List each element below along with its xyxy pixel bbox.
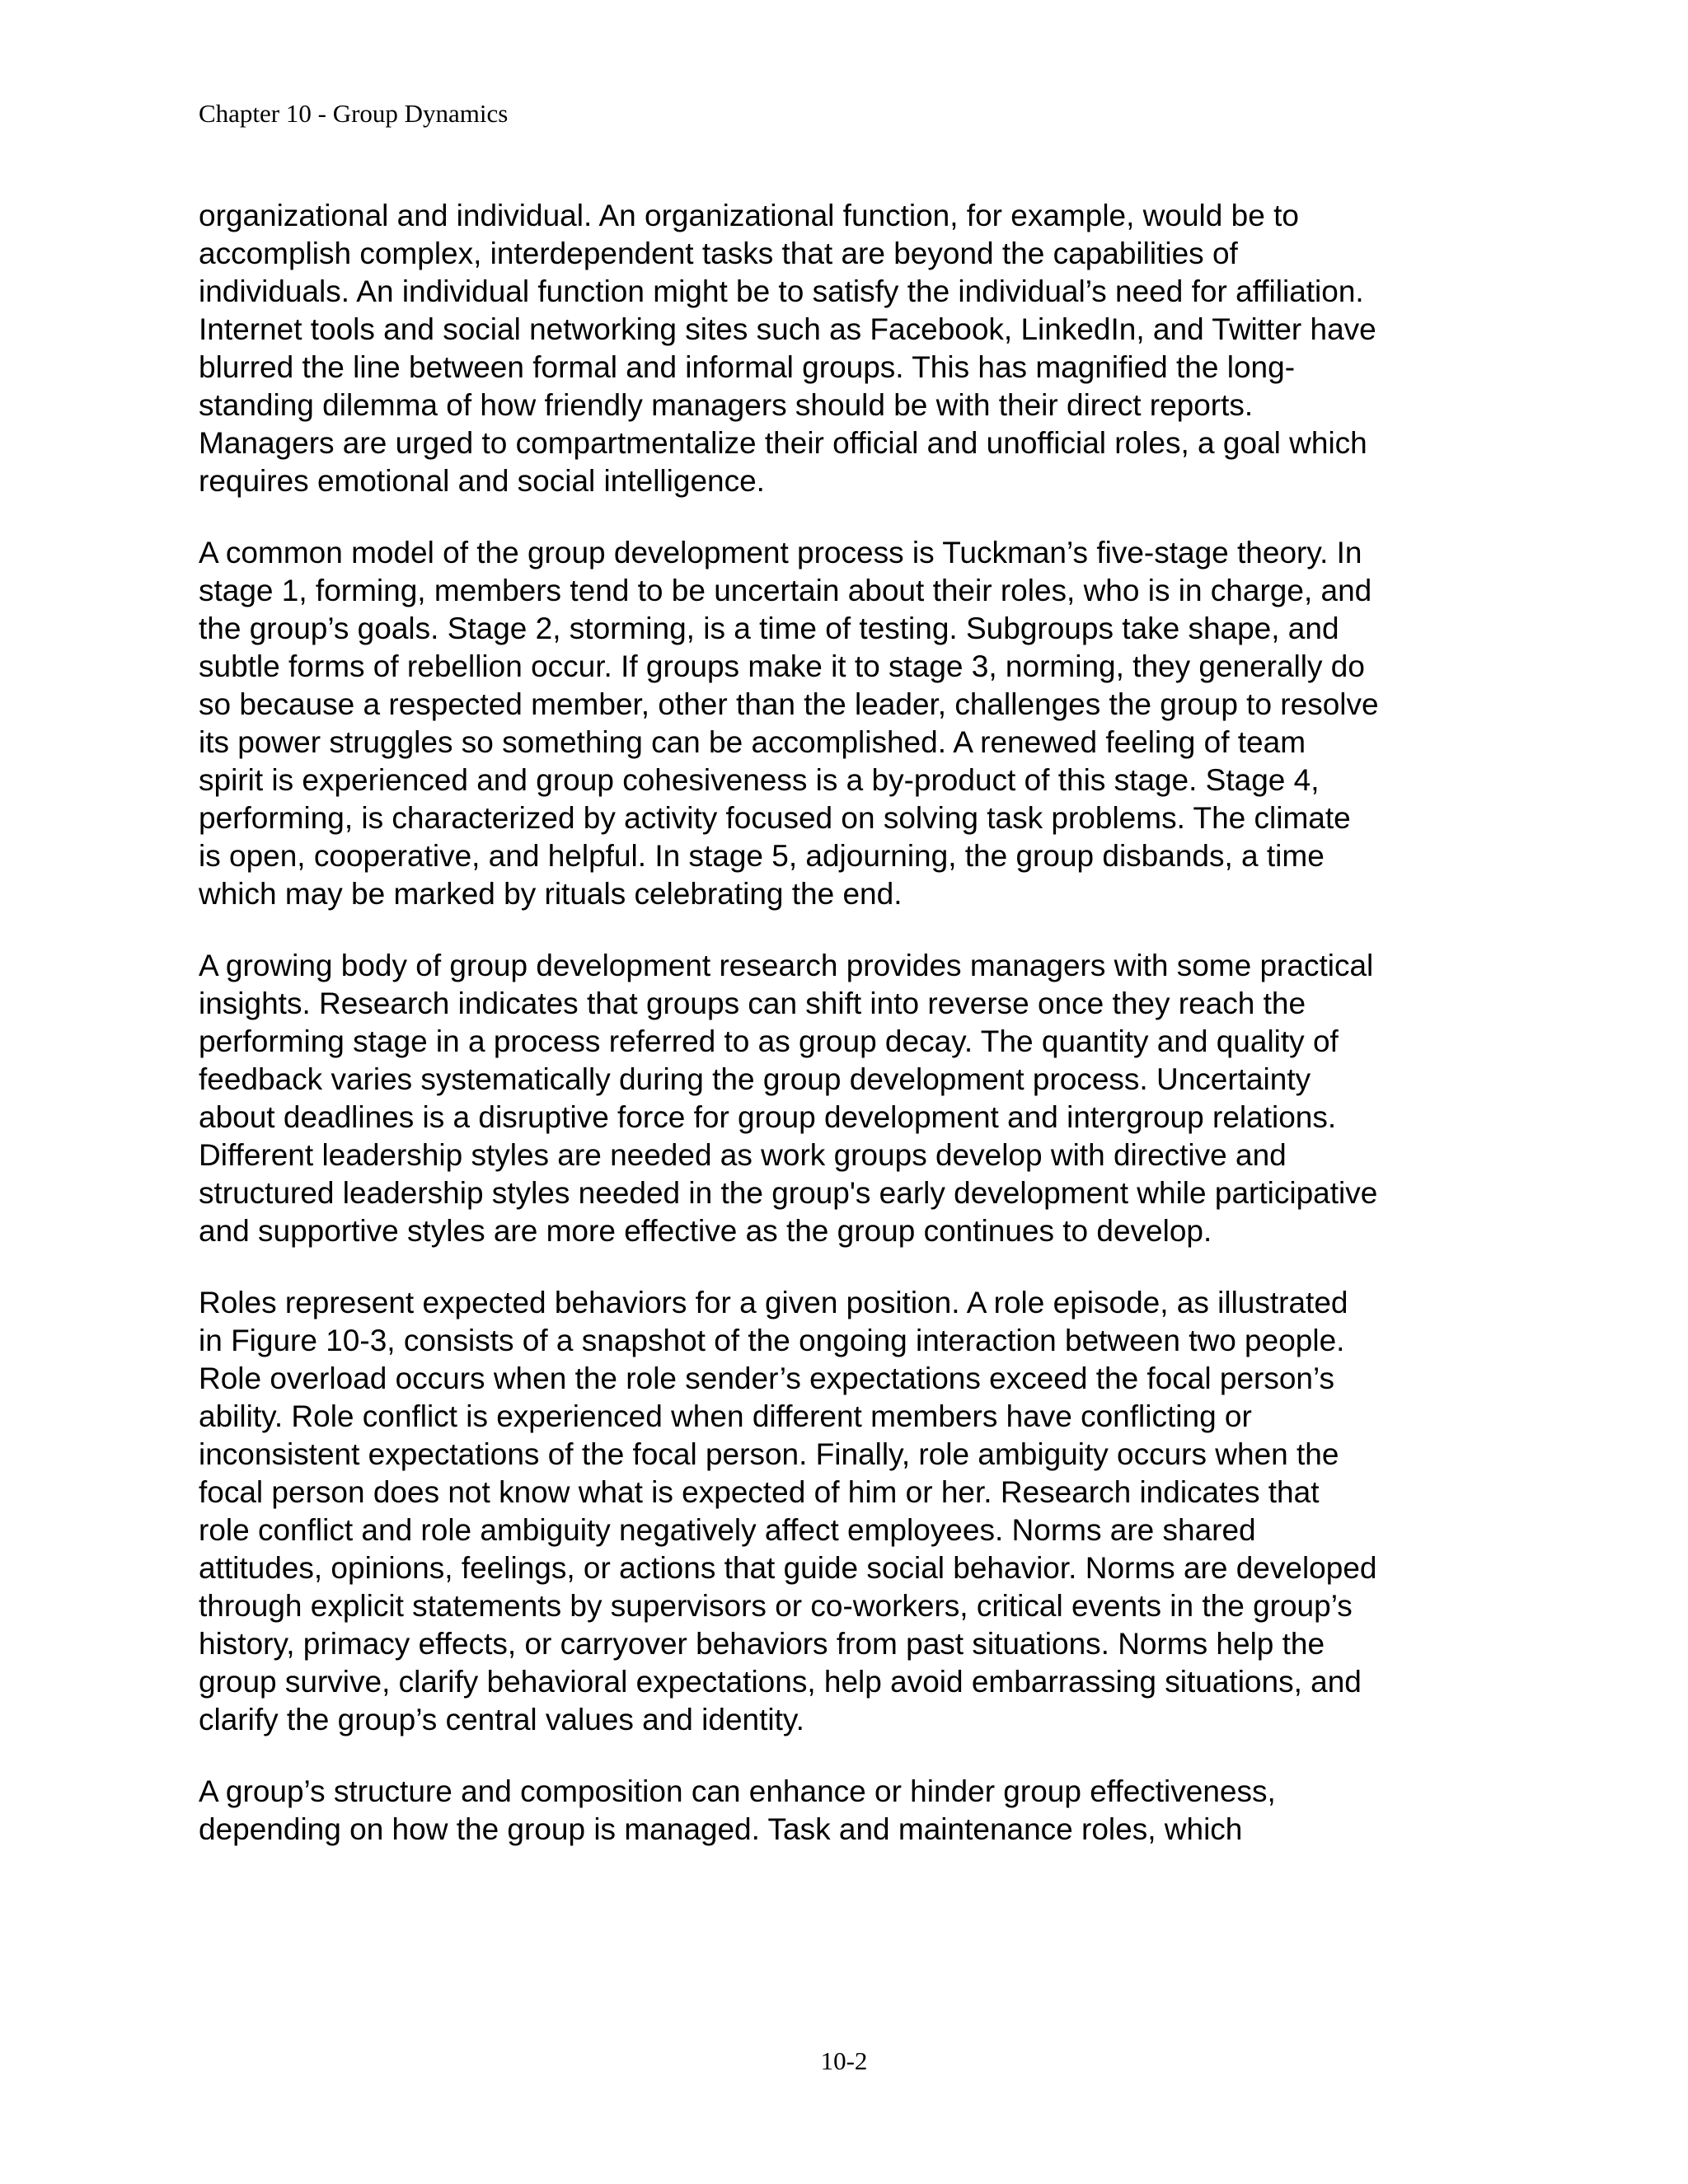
text-line: history, primacy effects, or carryover behaviors from past situations. Norms help the [199,1627,1325,1661]
text-line: blurred the line between formal and informal groups. This has magnified the long- [199,350,1296,384]
paragraph [199,197,1517,500]
text-line: individuals. An individual function might be to satisfy the individual’s need for affiliation. [199,274,1364,308]
text-line: through explicit statements by supervisors or co-workers, critical events in the group’s [199,1589,1353,1623]
text-line: Managers are urged to compartmentalize their official and unofficial roles, a goal which [199,426,1367,460]
text-line: the group’s goals. Stage 2, storming, is a time of testing. Subgroups take shape, and [199,612,1339,645]
text-line: organizational and individual. An organizational function, for example, would be to [199,199,1299,232]
text-line: A growing body of group development research provides managers with some practical [199,949,1374,982]
paragraph [199,947,1517,1250]
text-line: group survive, clarify behavioral expectations, help avoid embarrassing situations, and [199,1665,1362,1699]
text-line: feedback varies systematically during the group development process. Uncertainty [199,1062,1311,1096]
text-line: requires emotional and social intelligence. [199,464,765,498]
text-line: insights. Research indicates that groups can shift into reverse once they reach the [199,987,1306,1020]
page-number: 10-2 [820,2046,868,2075]
text-line: clarify the group’s central values and identity. [199,1703,804,1736]
text-line: performing stage in a process referred to as group decay. The quantity and quality of [199,1024,1339,1058]
running-header: Chapter 10 - Group Dynamics [199,99,509,128]
text-line: Role overload occurs when the role sender’s expectations exceed the focal person’s [199,1361,1335,1395]
text-line: subtle forms of rebellion occur. If groups make it to stage 3, norming, they generally do [199,649,1365,683]
text-line: depending on how the group is managed. Task and maintenance roles, which [199,1812,1243,1846]
text-line: which may be marked by rituals celebrating the end. [199,877,903,911]
text-line: inconsistent expectations of the focal person. Finally, role ambiguity occurs when the [199,1437,1339,1471]
text-line: its power struggles so something can be accomplished. A renewed feeling of team [199,725,1306,759]
text-line: A common model of the group development process is Tuckman’s five-stage theory. In [199,536,1362,569]
text-line: ability. Role conflict is experienced when different members have conflicting or [199,1399,1252,1433]
text-line: so because a respected member, other than the leader, challenges the group to resolve [199,687,1379,721]
text-line: standing dilemma of how friendly managers should be with their direct reports. [199,388,1254,422]
text-line: in Figure 10-3, consists of a snapshot of the ongoing interaction between two people. [199,1324,1345,1357]
text-line: performing, is characterized by activity focused on solving task problems. The climate [199,801,1351,835]
text-line: A group’s structure and composition can enhance or hinder group effectiveness, [199,1774,1276,1808]
text-line: structured leadership styles needed in the group's early development while participative [199,1176,1378,1210]
text-line: about deadlines is a disruptive force for group development and intergroup relations. [199,1100,1337,1134]
text-line: attitudes, opinions, feelings, or actions that guide social behavior. Norms are developed [199,1551,1377,1585]
text-line: Internet tools and social networking sites such as Facebook, LinkedIn, and Twitter have [199,312,1376,346]
paragraph [199,1773,1517,1849]
paragraph [199,534,1517,913]
text-line: Different leadership styles are needed as work groups develop with directive and [199,1138,1287,1172]
text-line: accomplish complex, interdependent tasks that are beyond the capabilities of [199,237,1238,270]
text-line: stage 1, forming, members tend to be uncertain about their roles, who is in charge, and [199,574,1372,607]
body-text [199,197,1517,1849]
text-line: and supportive styles are more effective as the group continues to develop. [199,1214,1212,1248]
text-line: spirit is experienced and group cohesiveness is a by-product of this stage. Stage 4, [199,763,1320,797]
text-line: Roles represent expected behaviors for a given position. A role episode, as illustrated [199,1286,1348,1319]
paragraph [199,1284,1517,1739]
text-line: focal person does not know what is expected of him or her. Research indicates that [199,1475,1320,1509]
text-line: is open, cooperative, and helpful. In stage 5, adjourning, the group disbands, a time [199,839,1325,873]
text-line: role conflict and role ambiguity negatively affect employees. Norms are shared [199,1513,1256,1547]
